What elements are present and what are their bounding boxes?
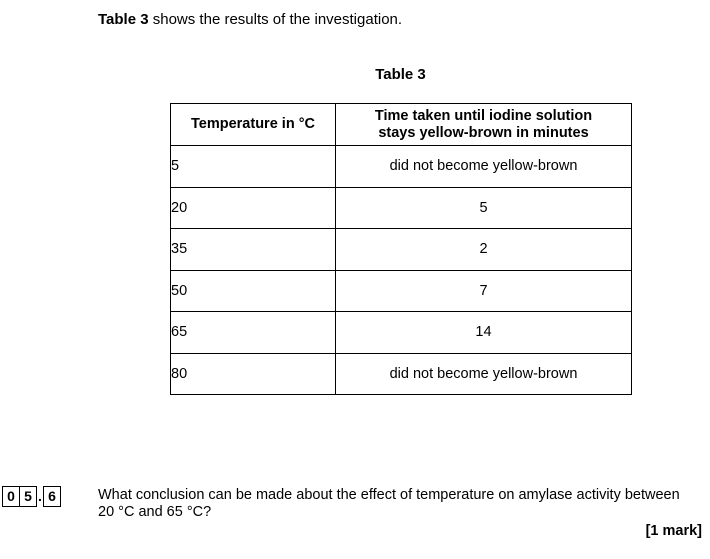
intro-rest: shows the results of the investigation. (148, 11, 403, 28)
question-number-digit: 5 (20, 486, 37, 507)
cell-time: 14 (336, 312, 632, 354)
header-time (336, 104, 632, 146)
table-row (171, 229, 632, 271)
cell-temperature: 50 (171, 270, 336, 312)
table-row (171, 187, 632, 229)
cell-time: 5 (336, 187, 632, 229)
header-temperature: Temperature in °C (171, 104, 336, 146)
question-number-digit: 6 (43, 486, 61, 507)
results-table (170, 103, 632, 395)
header-time-line2: stays yellow-brown in minutes (378, 124, 589, 141)
marks-label: [1 mark] (645, 523, 702, 539)
cell-temperature: 80 (171, 353, 336, 395)
intro-text (98, 11, 402, 28)
table-header-row (171, 104, 632, 146)
cell-time: 7 (336, 270, 632, 312)
intro-bold: Table 3 (98, 11, 149, 28)
table-row (171, 270, 632, 312)
question-number-separator: . (38, 488, 42, 504)
question-number-digit: 0 (2, 486, 20, 507)
cell-temperature: 5 (171, 146, 336, 188)
table-row (171, 353, 632, 395)
cell-time: did not become yellow-brown (336, 353, 632, 395)
cell-temperature: 20 (171, 187, 336, 229)
cell-temperature: 35 (171, 229, 336, 271)
header-time-line1: Time taken until iodine solution (374, 107, 593, 124)
table-row (171, 146, 632, 188)
cell-time: 2 (336, 229, 632, 271)
table-caption: Table 3 (375, 66, 426, 83)
cell-temperature: 65 (171, 312, 336, 354)
table-row (171, 312, 632, 354)
question-number (2, 486, 61, 507)
question-text: What conclusion can be made about the effect of temperature on amylase activity between 20 °C and 65 °C? (98, 487, 680, 520)
cell-time: did not become yellow-brown (336, 146, 632, 188)
